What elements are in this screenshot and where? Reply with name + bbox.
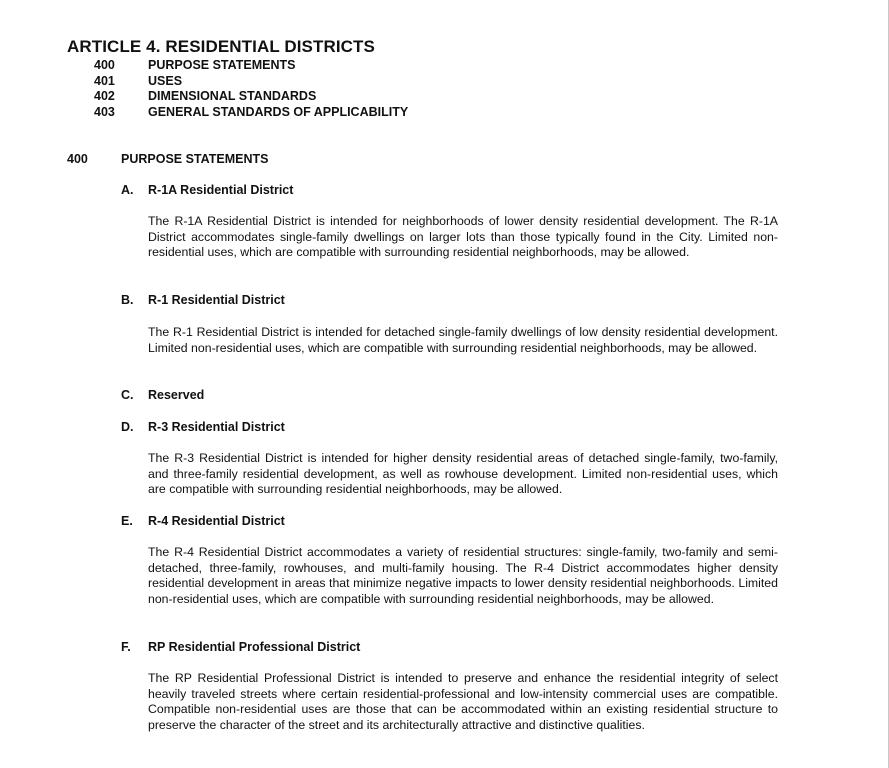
toc-item-title: PURPOSE STATEMENTS xyxy=(148,58,296,72)
subsection-title: R-4 Residential District xyxy=(148,514,285,528)
subsection-paragraph-b: The R-1 Residential District is intended for detached single-family dwellings of low density residential development. Limited non-residential uses, which are compatible with surrounding residential neighborhoods, may be allowed. xyxy=(148,325,778,355)
toc-item-title: USES xyxy=(148,73,183,88)
subsection-heading-f xyxy=(121,640,360,654)
subsection-title: R-1A Residential District xyxy=(148,183,294,197)
toc-item xyxy=(94,89,408,105)
subsection-letter: F. xyxy=(121,640,131,654)
toc-item-number: 400 xyxy=(94,58,115,72)
table-of-contents xyxy=(94,58,408,120)
toc-item xyxy=(94,74,408,90)
toc-item-number: 402 xyxy=(94,89,115,103)
subsection-letter: E. xyxy=(121,514,133,528)
article-title: ARTICLE 4. RESIDENTIAL DISTRICTS xyxy=(67,37,375,56)
subsection-heading-a xyxy=(121,183,293,197)
toc-item-title: DIMENSIONAL STANDARDS xyxy=(148,89,317,103)
subsection-paragraph-f: The RP Residential Professional District is intended to preserve and enhance the residential integrity of select heavily traveled streets where certain residential-professional and low-intensity commercial uses are compatible. Compatible non-residential uses are those that can be accommodated within an existing residential structure to preserve the character of the street and its architecturally attractive and distinctive qualities. xyxy=(148,671,778,733)
section-heading xyxy=(67,152,268,166)
toc-item xyxy=(94,58,408,74)
toc-item-title: GENERAL STANDARDS OF APPLICABILITY xyxy=(148,104,409,119)
subsection-letter: D. xyxy=(121,420,134,434)
subsection-heading-d xyxy=(121,420,285,434)
section-number: 400 xyxy=(67,152,88,166)
subsection-paragraph-a: The R-1A Residential District is intended for neighborhoods of lower density residential development. The R-1A District accommodates single-family dwellings on larger lots than those typically found in the City. Limited non-residential uses, which are compatible with surrounding residential neighborhoods, may be allowed. xyxy=(148,214,778,260)
subsection-heading-b xyxy=(121,293,285,307)
toc-item-number: 403 xyxy=(94,104,115,119)
toc-item xyxy=(94,105,408,121)
subsection-title: RP Residential Professional District xyxy=(148,640,361,654)
subsection-heading-c xyxy=(121,388,204,402)
toc-item-number: 401 xyxy=(94,73,115,88)
subsection-letter: C. xyxy=(121,388,134,402)
subsection-title: R-1 Residential District xyxy=(148,293,285,307)
subsection-heading-e xyxy=(121,514,285,528)
subsection-letter: A. xyxy=(121,183,134,197)
subsection-title: R-3 Residential District xyxy=(148,420,285,434)
subsection-letter: B. xyxy=(121,293,134,307)
subsection-title: Reserved xyxy=(148,388,205,402)
section-title: PURPOSE STATEMENTS xyxy=(121,152,269,166)
subsection-paragraph-e: The R-4 Residential District accommodates a variety of residential structures: single-family, two-family and semi-detached, three-family, rowhouses, and multi-family housing. The R-4 District accommodates higher density residential development in areas that minimize negative impacts to lower density residential neighborhoods. Limited non-residential uses, which are compatible with surrounding residential neighborhoods, may be allowed. xyxy=(148,545,778,607)
subsection-paragraph-d: The R-3 Residential District is intended for higher density residential areas of detached single-family, two-family, and three-family residential development, as well as rowhouse development. Limited non-residential uses, which are compatible with surrounding residential neighborhoods, may be allowed. xyxy=(148,451,778,497)
